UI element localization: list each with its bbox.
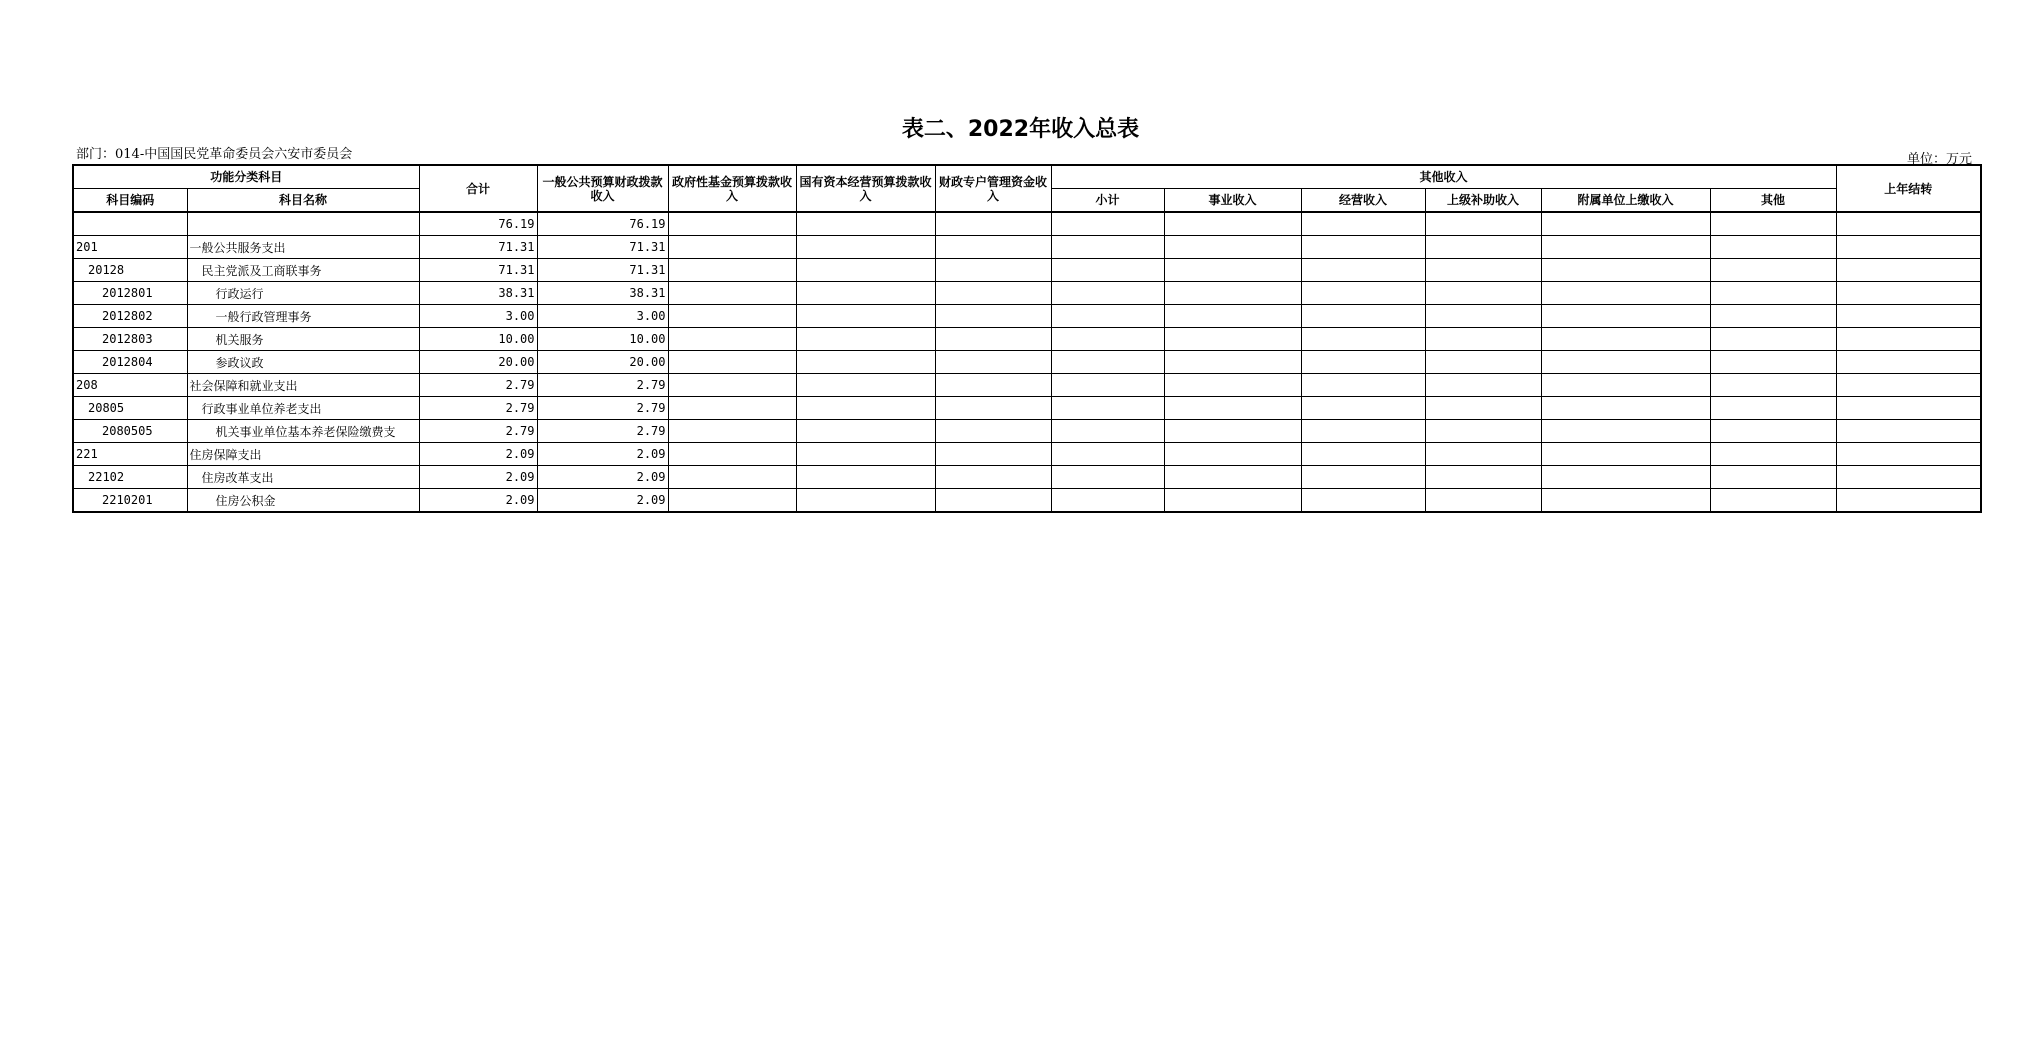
cell-empty (1710, 443, 1836, 466)
cell-empty (1425, 236, 1541, 259)
cell-empty (935, 351, 1051, 374)
cell-empty (1051, 443, 1164, 466)
cell-empty (668, 489, 796, 513)
cell-name: 机关服务 (187, 328, 419, 351)
cell-empty (1051, 397, 1164, 420)
cell-empty (935, 212, 1051, 236)
cell-empty (1425, 259, 1541, 282)
cell-empty (668, 282, 796, 305)
cell-empty (935, 420, 1051, 443)
cell-total: 10.00 (419, 328, 537, 351)
cell-general-budget: 3.00 (537, 305, 668, 328)
cell-empty (1301, 305, 1425, 328)
cell-empty (1836, 328, 1981, 351)
cell-name: 行政运行 (187, 282, 419, 305)
cell-empty (1164, 328, 1301, 351)
header-func-category: 功能分类科目 (73, 165, 419, 189)
cell-empty (1425, 443, 1541, 466)
cell-general-budget: 76.19 (537, 212, 668, 236)
cell-total: 20.00 (419, 351, 537, 374)
cell-empty (1425, 397, 1541, 420)
cell-name: 住房改革支出 (187, 466, 419, 489)
cell-empty (1051, 374, 1164, 397)
cell-name: 机关事业单位基本养老保险缴费支 (187, 420, 419, 443)
cell-total: 38.31 (419, 282, 537, 305)
cell-empty (935, 466, 1051, 489)
cell-general-budget: 71.31 (537, 259, 668, 282)
cell-empty (668, 328, 796, 351)
cell-empty (1425, 328, 1541, 351)
cell-empty (1710, 305, 1836, 328)
cell-total: 2.09 (419, 466, 537, 489)
cell-empty (796, 466, 935, 489)
cell-empty (796, 305, 935, 328)
cell-empty (1301, 420, 1425, 443)
cell-empty (1164, 236, 1301, 259)
cell-empty (1710, 236, 1836, 259)
cell-empty (935, 374, 1051, 397)
cell-empty (1164, 420, 1301, 443)
cell-empty (1836, 397, 1981, 420)
cell-code: 22102 (73, 466, 187, 489)
cell-empty (796, 328, 935, 351)
cell-empty (1710, 489, 1836, 513)
table-row (73, 397, 1981, 420)
cell-empty (935, 236, 1051, 259)
cell-empty (1051, 305, 1164, 328)
cell-empty (1710, 397, 1836, 420)
cell-name: 行政事业单位养老支出 (187, 397, 419, 420)
cell-empty (1836, 374, 1981, 397)
header-subtotal: 小计 (1051, 189, 1164, 213)
cell-total: 71.31 (419, 236, 537, 259)
table-row (73, 282, 1981, 305)
cell-general-budget: 2.09 (537, 443, 668, 466)
cell-empty (1541, 489, 1710, 513)
cell-empty (796, 420, 935, 443)
cell-empty (796, 282, 935, 305)
cell-empty (1710, 259, 1836, 282)
cell-empty (1541, 443, 1710, 466)
cell-empty (1051, 328, 1164, 351)
cell-empty (1164, 259, 1301, 282)
cell-name (187, 212, 419, 236)
table-row (73, 236, 1981, 259)
cell-empty (1051, 466, 1164, 489)
cell-empty (796, 212, 935, 236)
table-row (73, 259, 1981, 282)
cell-empty (1051, 282, 1164, 305)
cell-empty (1836, 466, 1981, 489)
cell-empty (1836, 305, 1981, 328)
cell-total: 2.79 (419, 397, 537, 420)
cell-empty (1541, 466, 1710, 489)
cell-empty (1710, 212, 1836, 236)
cell-empty (1836, 236, 1981, 259)
cell-empty (1836, 351, 1981, 374)
cell-empty (796, 259, 935, 282)
cell-empty (668, 351, 796, 374)
cell-total: 2.09 (419, 443, 537, 466)
cell-empty (1541, 236, 1710, 259)
cell-empty (1301, 328, 1425, 351)
cell-empty (1541, 397, 1710, 420)
cell-empty (1164, 466, 1301, 489)
table-row (73, 466, 1981, 489)
cell-empty (1541, 212, 1710, 236)
cell-empty (1541, 420, 1710, 443)
cell-empty (1541, 282, 1710, 305)
cell-empty (668, 397, 796, 420)
cell-name: 住房公积金 (187, 489, 419, 513)
cell-empty (1710, 328, 1836, 351)
cell-code: 2012801 (73, 282, 187, 305)
cell-general-budget: 10.00 (537, 328, 668, 351)
cell-general-budget: 2.79 (537, 374, 668, 397)
cell-empty (1051, 236, 1164, 259)
cell-empty (1541, 351, 1710, 374)
cell-code (73, 212, 187, 236)
cell-name: 参政议政 (187, 351, 419, 374)
header-special-fund: 财政专户管理资金收入 (935, 165, 1051, 212)
header-total: 合计 (419, 165, 537, 212)
cell-general-budget: 2.79 (537, 420, 668, 443)
cell-general-budget: 20.00 (537, 351, 668, 374)
table-row (73, 328, 1981, 351)
cell-empty (1051, 489, 1164, 513)
cell-empty (1301, 374, 1425, 397)
header-code: 科目编码 (73, 189, 187, 213)
cell-empty (935, 282, 1051, 305)
cell-code: 20805 (73, 397, 187, 420)
cell-empty (1836, 489, 1981, 513)
cell-empty (1425, 489, 1541, 513)
cell-empty (668, 259, 796, 282)
cell-empty (668, 236, 796, 259)
cell-total: 2.79 (419, 374, 537, 397)
cell-empty (1836, 443, 1981, 466)
department-label: 部门：014-中国国民党革命委员会六安市委员会 (76, 147, 353, 162)
cell-total: 76.19 (419, 212, 537, 236)
cell-empty (1301, 259, 1425, 282)
cell-empty (1425, 374, 1541, 397)
cell-empty (1301, 282, 1425, 305)
cell-total: 3.00 (419, 305, 537, 328)
page-title: 表二、2022年收入总表 (901, 117, 1140, 142)
cell-empty (1164, 282, 1301, 305)
table-body (73, 212, 1981, 512)
cell-code: 20128 (73, 259, 187, 282)
cell-empty (1710, 374, 1836, 397)
header-name: 科目名称 (187, 189, 419, 213)
cell-empty (1164, 397, 1301, 420)
cell-empty (1710, 420, 1836, 443)
cell-empty (935, 259, 1051, 282)
cell-empty (935, 443, 1051, 466)
cell-empty (668, 466, 796, 489)
cell-empty (1301, 397, 1425, 420)
cell-empty (1710, 351, 1836, 374)
cell-name: 一般公共服务支出 (187, 236, 419, 259)
cell-general-budget: 38.31 (537, 282, 668, 305)
cell-code: 2012803 (73, 328, 187, 351)
cell-empty (935, 305, 1051, 328)
table-row (73, 212, 1981, 236)
cell-general-budget: 71.31 (537, 236, 668, 259)
cell-empty (1164, 489, 1301, 513)
cell-empty (1541, 259, 1710, 282)
cell-empty (668, 305, 796, 328)
cell-empty (1425, 351, 1541, 374)
cell-empty (796, 397, 935, 420)
cell-code: 208 (73, 374, 187, 397)
cell-empty (1301, 236, 1425, 259)
cell-total: 2.09 (419, 489, 537, 513)
header-general-budget: 一般公共预算财政拨款收入 (537, 165, 668, 212)
income-table (72, 164, 1982, 513)
cell-code: 2012804 (73, 351, 187, 374)
header-business: 事业收入 (1164, 189, 1301, 213)
table-row (73, 420, 1981, 443)
cell-empty (796, 236, 935, 259)
table-row (73, 443, 1981, 466)
cell-name: 民主党派及工商联事务 (187, 259, 419, 282)
cell-empty (1836, 259, 1981, 282)
cell-general-budget: 2.79 (537, 397, 668, 420)
cell-empty (668, 443, 796, 466)
cell-code: 221 (73, 443, 187, 466)
header-operating: 经营收入 (1301, 189, 1425, 213)
cell-general-budget: 2.09 (537, 489, 668, 513)
cell-empty (668, 374, 796, 397)
cell-code: 2080505 (73, 420, 187, 443)
cell-empty (1836, 420, 1981, 443)
table-header (73, 165, 1981, 212)
table-row (73, 489, 1981, 513)
table-row (73, 374, 1981, 397)
unit-label: 单位：万元 (1906, 152, 1972, 167)
cell-empty (1541, 328, 1710, 351)
cell-empty (1051, 212, 1164, 236)
header-state-capital: 国有资本经营预算拨款收入 (796, 165, 935, 212)
cell-empty (1541, 374, 1710, 397)
cell-empty (935, 328, 1051, 351)
cell-empty (1836, 282, 1981, 305)
cell-empty (1164, 212, 1301, 236)
cell-empty (1164, 351, 1301, 374)
cell-code: 2012802 (73, 305, 187, 328)
cell-empty (1425, 212, 1541, 236)
cell-name: 住房保障支出 (187, 443, 419, 466)
cell-name: 社会保障和就业支出 (187, 374, 419, 397)
cell-empty (1301, 489, 1425, 513)
cell-empty (1164, 374, 1301, 397)
table-row (73, 351, 1981, 374)
cell-empty (796, 351, 935, 374)
header-last-year-balance: 上年结转 (1836, 165, 1981, 212)
header-gov-fund: 政府性基金预算拨款收入 (668, 165, 796, 212)
cell-empty (1301, 351, 1425, 374)
cell-empty (1425, 282, 1541, 305)
cell-empty (1051, 259, 1164, 282)
cell-empty (1710, 466, 1836, 489)
cell-empty (1301, 466, 1425, 489)
cell-empty (1425, 466, 1541, 489)
cell-empty (1051, 420, 1164, 443)
cell-empty (935, 397, 1051, 420)
header-other-income: 其他收入 (1051, 165, 1836, 189)
cell-empty (1425, 305, 1541, 328)
header-other: 其他 (1710, 189, 1836, 213)
cell-empty (668, 420, 796, 443)
cell-general-budget: 2.09 (537, 466, 668, 489)
cell-empty (1301, 212, 1425, 236)
cell-empty (935, 489, 1051, 513)
cell-empty (668, 212, 796, 236)
cell-total: 2.79 (419, 420, 537, 443)
cell-empty (1164, 305, 1301, 328)
table-row (73, 305, 1981, 328)
cell-name: 一般行政管理事务 (187, 305, 419, 328)
cell-empty (796, 374, 935, 397)
cell-empty (796, 489, 935, 513)
header-superior-subsidy: 上级补助收入 (1425, 189, 1541, 213)
cell-empty (1051, 351, 1164, 374)
cell-empty (1425, 420, 1541, 443)
cell-empty (1301, 443, 1425, 466)
cell-empty (1164, 443, 1301, 466)
cell-total: 71.31 (419, 259, 537, 282)
cell-empty (1541, 305, 1710, 328)
cell-empty (1710, 282, 1836, 305)
cell-code: 2210201 (73, 489, 187, 513)
header-affiliated: 附属单位上缴收入 (1541, 189, 1710, 213)
cell-empty (796, 443, 935, 466)
cell-code: 201 (73, 236, 187, 259)
cell-empty (1836, 212, 1981, 236)
